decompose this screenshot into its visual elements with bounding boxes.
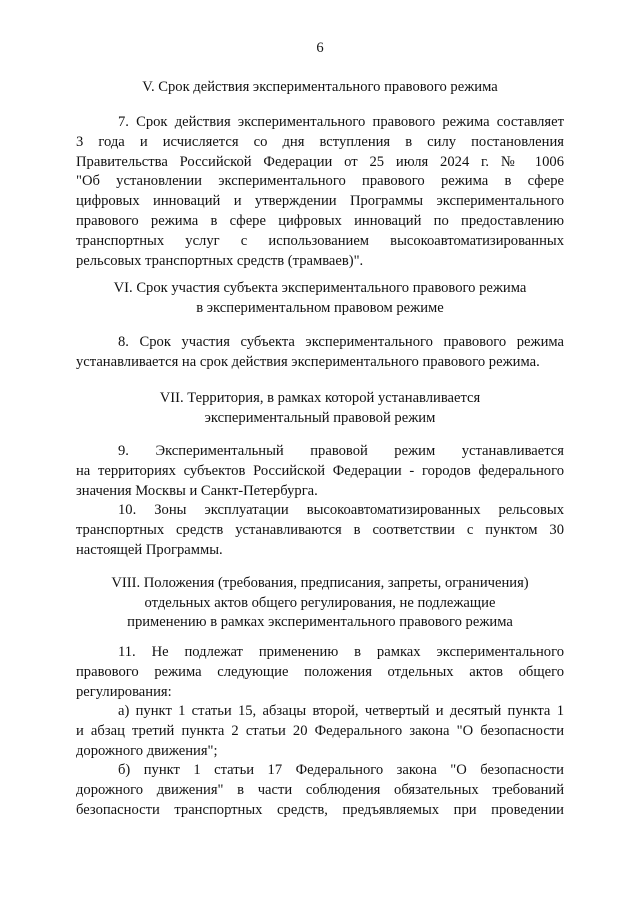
paragraph-7-line: цифровых инноваций и утверждении Программы экспериментального	[76, 193, 564, 210]
paragraph-11-line: регулирования:	[76, 683, 172, 700]
page-number: 6	[316, 40, 324, 56]
paragraph-8-line: 8. Срок участия субъекта экспериментального правового режима	[118, 334, 564, 350]
paragraph-9-line: значения Москвы и Санкт-Петербурга.	[76, 482, 318, 499]
paragraph-7-line: "Об установлении экспериментального правового режима в сфере	[76, 173, 564, 190]
section-8-heading	[76, 574, 564, 633]
paragraph-7-line: 3 года и исчисляется со дня вступления в силу постановления	[76, 133, 564, 150]
subparagraph-a	[76, 702, 564, 761]
subparagraph-a-line: и абзац третий пункта 2 статьи 20 Федерального закона "О безопасности	[76, 722, 564, 739]
subparagraph-b	[76, 761, 564, 820]
subparagraph-b-line: дорожного движения" в части соблюдения обязательных требований	[76, 781, 564, 798]
paragraph-9	[76, 442, 564, 501]
paragraph-10	[76, 501, 564, 560]
section-7-heading-line: экспериментальный правовой режим	[204, 409, 436, 426]
paragraph-7	[76, 113, 564, 271]
section-6-heading-line: VI. Срок участия субъекта экспериментального правового режима	[113, 280, 527, 296]
section-8-heading-line: применению в рамках экспериментального правового режима	[127, 614, 513, 630]
paragraph-10-line: настоящей Программы.	[76, 541, 223, 558]
subparagraph-b-line: безопасности транспортных средств, предъявляемых при проведении	[76, 801, 564, 818]
paragraph-9-line: 9. Экспериментальный правовой режим устанавливается	[118, 443, 564, 459]
section-6-heading-line: в экспериментальном правовом режиме	[196, 299, 444, 316]
paragraph-7-line: правового режима в сфере цифровых инноваций по предоставлению	[76, 212, 564, 229]
paragraph-7-line: транспортных услуг с использованием высокоавтоматизированных	[76, 232, 564, 249]
section-5-heading: V. Срок действия экспериментального правового режима	[142, 79, 498, 95]
paragraph-8	[76, 333, 564, 373]
paragraph-7-line: 7. Срок действия экспериментального правового режима составляет	[118, 114, 564, 130]
section-8-heading-line: отдельных актов общего регулирования, не подлежащие	[144, 594, 496, 611]
paragraph-7-line: Правительства Российской Федерации от 25 июля 2024 г. № 1006	[76, 153, 564, 170]
section-6-heading	[76, 279, 564, 318]
subparagraph-a-line: дорожного движения";	[76, 742, 218, 759]
paragraph-9-line: на территориях субъектов Российской Федерации - городов федерального	[76, 462, 564, 479]
section-7-heading	[76, 389, 564, 428]
paragraph-11-line: правового режима следующие положения отдельных актов общего	[76, 663, 564, 680]
paragraph-8-line: устанавливается на срок действия экспериментального правового режима.	[76, 353, 540, 370]
subparagraph-b-line: б) пункт 1 статьи 17 Федерального закона "О безопасности	[118, 762, 564, 778]
section-7-heading-line: VII. Территория, в рамках которой устанавливается	[159, 390, 481, 406]
section-8-heading-line: VIII. Положения (требования, предписания, запреты, ограничения)	[111, 575, 529, 591]
paragraph-10-line: транспортных средств устанавливаются в соответствии с пунктом 30	[76, 521, 564, 538]
paragraph-11-line: 11. Не подлежат применению в рамках экспериментального	[118, 644, 564, 660]
subparagraph-a-line: а) пункт 1 статьи 15, абзацы второй, четвертый и десятый пункта 1	[118, 703, 564, 719]
paragraph-7-line: рельсовых транспортных средств (трамваев)".	[76, 252, 364, 269]
paragraph-11	[76, 643, 564, 702]
paragraph-10-line: 10. Зоны эксплуатации высокоавтоматизированных рельсовых	[118, 502, 564, 518]
